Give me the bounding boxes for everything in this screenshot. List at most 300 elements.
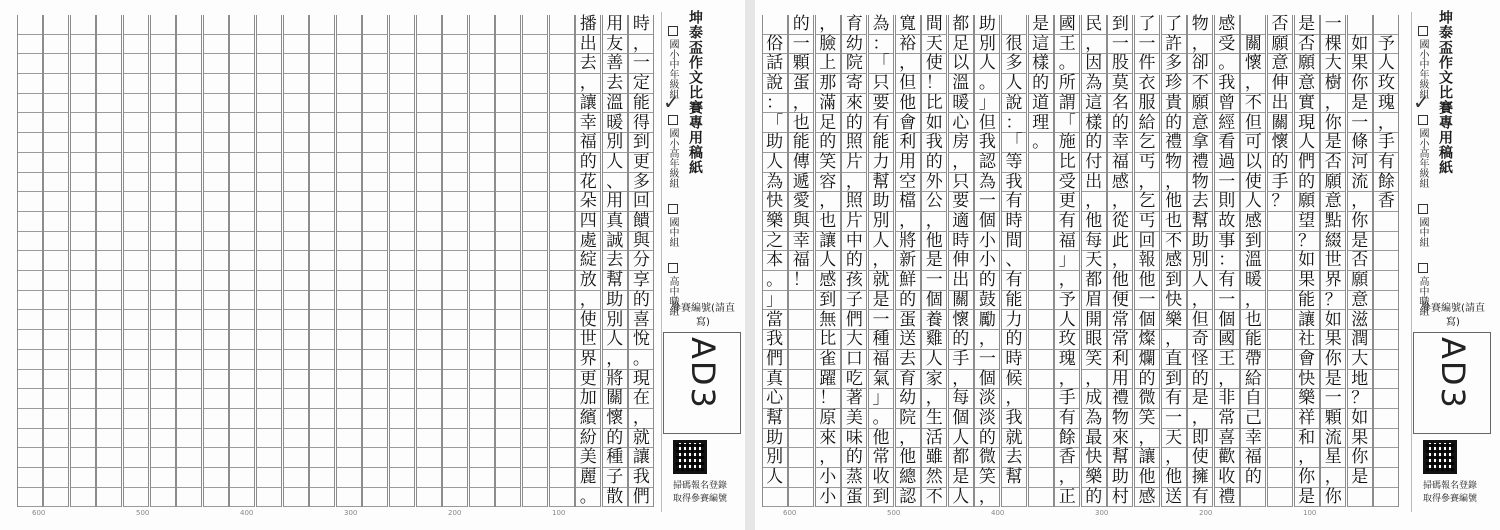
character-cell (523, 114, 547, 134)
character-cell (204, 232, 228, 252)
character-cell (1268, 251, 1292, 271)
character-cell: 就 (629, 429, 653, 449)
character-cell (789, 409, 813, 429)
character-cell (284, 114, 308, 134)
scale-label: 600 (32, 509, 46, 517)
character-cell: 每 (1082, 232, 1106, 252)
character-cell (204, 251, 228, 271)
character-cell: 說 (1002, 94, 1026, 114)
character-cell: 個 (1215, 311, 1239, 331)
character-cell (523, 232, 547, 252)
character-cell: 名 (1108, 94, 1132, 114)
writing-column (256, 15, 282, 507)
character-cell: ？ (1348, 389, 1372, 409)
character-cell: 爛 (1135, 350, 1159, 370)
character-cell: 一 (1162, 409, 1186, 429)
character-cell (97, 54, 121, 74)
character-cell: 現 (1295, 114, 1319, 134)
character-cell: 施 (1055, 133, 1079, 153)
character-cell (443, 291, 467, 311)
character-cell: 。 (629, 350, 653, 370)
category-item[interactable]: 高中職組 (1415, 263, 1430, 316)
character-cell: 一 (1215, 173, 1239, 193)
character-cell (417, 133, 441, 153)
character-cell (230, 429, 254, 449)
character-cell: 樂 (1162, 311, 1186, 331)
character-cell (1374, 212, 1398, 232)
character-cell: 為 (869, 15, 893, 35)
character-cell (470, 271, 494, 291)
character-cell (151, 94, 175, 114)
character-cell: 滋 (1348, 311, 1372, 331)
character-cell: 事 (1215, 232, 1239, 252)
character-cell: 一 (975, 350, 999, 370)
scale-label: 600 (783, 509, 797, 517)
category-item[interactable]: 國小高年級組 (665, 115, 680, 188)
category-item[interactable]: 國小中年級組 (1415, 26, 1430, 99)
character-cell (550, 409, 574, 429)
character-cell (363, 271, 387, 291)
character-cell: 的 (922, 153, 946, 173)
character-cell (470, 192, 494, 212)
character-cell (44, 192, 68, 212)
character-cell: ， (576, 74, 600, 94)
character-cell (71, 192, 95, 212)
character-cell (417, 468, 441, 488)
character-cell (124, 114, 148, 134)
character-cell (204, 35, 228, 55)
character-cell (151, 114, 175, 134)
character-cell: 珍 (1162, 74, 1186, 94)
character-cell (257, 74, 281, 94)
character-cell (97, 311, 121, 331)
writing-column (921, 15, 947, 507)
character-cell (124, 488, 148, 508)
character-cell (337, 488, 361, 508)
character-cell: 播 (576, 15, 600, 35)
character-cell: 棵 (1321, 35, 1345, 55)
character-cell (97, 330, 121, 350)
character-cell (204, 153, 228, 173)
character-cell: 適 (949, 212, 973, 232)
character-cell (151, 330, 175, 350)
character-cell: ： (1002, 114, 1026, 134)
character-cell (390, 350, 414, 370)
character-cell: 條 (1348, 133, 1372, 153)
character-cell (523, 271, 547, 291)
character-cell (417, 370, 441, 390)
character-cell: 祥 (1295, 409, 1319, 429)
character-cell: ， (1055, 468, 1079, 488)
writing-column (1107, 15, 1133, 507)
checkbox-icon (668, 204, 678, 214)
character-cell (71, 429, 95, 449)
character-cell (310, 94, 334, 114)
character-cell: ， (1082, 370, 1106, 390)
character-cell (1029, 330, 1053, 350)
character-cell: 到 (1241, 232, 1265, 252)
character-cell: 以 (949, 54, 973, 74)
character-cell: 利 (1108, 350, 1132, 370)
left-sidebar (655, 0, 745, 530)
character-cell: 他 (1135, 468, 1159, 488)
character-cell: 淡 (975, 409, 999, 429)
character-cell (1029, 409, 1053, 429)
character-cell (97, 271, 121, 291)
character-cell: 用 (603, 15, 627, 35)
character-cell (230, 232, 254, 252)
character-cell (177, 251, 201, 271)
character-cell (1374, 389, 1398, 409)
character-cell: ？ (1321, 291, 1345, 311)
character-cell: 有 (1188, 488, 1212, 508)
character-cell (71, 389, 95, 409)
sheet-title: 坤泰盃作文比賽專用稿紙 (687, 10, 703, 175)
character-cell (390, 74, 414, 94)
character-cell (124, 409, 148, 429)
character-cell: 是 (922, 251, 946, 271)
character-cell (151, 311, 175, 331)
character-cell: 那 (816, 74, 840, 94)
entry-number-box[interactable] (1413, 332, 1491, 434)
character-cell: 顆 (1321, 409, 1345, 429)
character-cell: 常 (1108, 330, 1132, 350)
character-cell (71, 488, 95, 508)
entry-number-box[interactable] (663, 332, 741, 434)
character-cell (470, 448, 494, 468)
character-cell (470, 488, 494, 508)
category-item[interactable]: 國小中年級組 (665, 26, 680, 99)
character-cell (523, 350, 547, 370)
character-cell (310, 153, 334, 173)
character-cell (550, 94, 574, 114)
character-cell (97, 350, 121, 370)
category-item[interactable]: 國中組 (665, 204, 680, 247)
character-cell: 溫 (1241, 251, 1265, 271)
character-cell (257, 488, 281, 508)
character-cell: 比 (816, 330, 840, 350)
character-cell: 否 (1348, 251, 1372, 271)
character-cell: 心 (763, 389, 787, 409)
character-cell: 理 (1029, 114, 1053, 134)
character-cell: 因 (1082, 54, 1106, 74)
character-cell (390, 468, 414, 488)
character-cell: 躍 (816, 370, 840, 390)
character-cell: 笑 (975, 468, 999, 488)
character-cell (523, 212, 547, 232)
character-cell (1268, 212, 1292, 232)
category-item[interactable]: 國中組 (1415, 204, 1430, 247)
character-cell: 暖 (603, 114, 627, 134)
character-cell (177, 468, 201, 488)
character-cell (496, 94, 520, 114)
character-cell (390, 291, 414, 311)
character-cell: 空 (896, 173, 920, 193)
character-cell: 界 (1321, 271, 1345, 291)
character-cell: 曾 (1215, 94, 1239, 114)
character-cell: 幼 (842, 35, 866, 55)
character-cell: ， (922, 389, 946, 409)
character-cell: 鮮 (896, 271, 920, 291)
character-cell (177, 114, 201, 134)
character-cell (390, 192, 414, 212)
character-cell (363, 94, 387, 114)
character-cell (177, 291, 201, 311)
character-cell (1002, 15, 1026, 35)
character-cell: 有 (1002, 192, 1026, 212)
character-cell (71, 15, 95, 35)
character-cell: 有 (1374, 153, 1398, 173)
character-cell: 即 (1188, 429, 1212, 449)
character-cell (337, 192, 361, 212)
character-cell: 。 (1215, 54, 1239, 74)
qr-code-icon[interactable] (1423, 440, 1457, 474)
character-cell (1029, 350, 1053, 370)
character-cell (337, 429, 361, 449)
character-cell (71, 133, 95, 153)
character-cell: 利 (896, 133, 920, 153)
character-cell: 得 (629, 114, 653, 134)
character-cell: 香 (1055, 448, 1079, 468)
character-cell (550, 114, 574, 134)
character-cell: ， (1295, 448, 1319, 468)
character-cell: 禮 (1215, 488, 1239, 508)
sheet-title: 坤泰盃作文比賽專用稿紙 (1437, 10, 1453, 175)
character-cell: 成 (1082, 389, 1106, 409)
character-cell (177, 448, 201, 468)
character-cell: ， (842, 173, 866, 193)
character-cell: 和 (1295, 429, 1319, 449)
character-cell: 蛋 (789, 74, 813, 94)
character-cell (284, 212, 308, 232)
character-cell (18, 468, 42, 488)
character-cell (789, 488, 813, 508)
character-cell (71, 330, 95, 350)
character-cell (18, 74, 42, 94)
character-cell (496, 251, 520, 271)
character-cell (337, 35, 361, 55)
character-cell: 個 (975, 370, 999, 390)
character-cell (470, 291, 494, 311)
character-cell: 帶 (1241, 350, 1265, 370)
character-cell: 很 (1002, 35, 1026, 55)
character-cell: 多 (629, 173, 653, 193)
writing-column (442, 15, 468, 507)
character-cell: 的 (1188, 370, 1212, 390)
character-cell: 個 (1135, 311, 1159, 331)
character-cell (417, 429, 441, 449)
character-cell: 直 (1162, 350, 1186, 370)
character-cell (44, 291, 68, 311)
character-cell (417, 192, 441, 212)
character-cell: 友 (603, 35, 627, 55)
character-cell (390, 173, 414, 193)
character-cell (44, 153, 68, 173)
character-cell: 奇 (1188, 330, 1212, 350)
character-cell: 要 (869, 94, 893, 114)
character-cell: 喜 (629, 311, 653, 331)
character-cell: 喜 (1215, 429, 1239, 449)
character-cell (443, 311, 467, 331)
character-cell: 多 (1002, 54, 1026, 74)
character-cell (550, 370, 574, 390)
character-cell: 「 (1055, 114, 1079, 134)
character-cell (177, 389, 201, 409)
qr-code-icon[interactable] (673, 440, 707, 474)
character-cell (523, 389, 547, 409)
character-cell: 人 (603, 330, 627, 350)
character-cell: 如 (1348, 35, 1372, 55)
character-cell (257, 468, 281, 488)
character-cell (470, 232, 494, 252)
character-cell (44, 74, 68, 94)
character-cell (204, 429, 228, 449)
writing-column (522, 15, 548, 507)
character-cell (470, 389, 494, 409)
character-cell (496, 448, 520, 468)
character-cell: 福 (576, 133, 600, 153)
character-cell: 力 (869, 153, 893, 173)
character-cell: 了 (1135, 15, 1159, 35)
character-cell: ？ (1268, 192, 1292, 212)
character-cell: ， (1082, 35, 1106, 55)
character-cell (151, 350, 175, 370)
character-cell: 臉 (816, 35, 840, 55)
character-cell: 幸 (789, 232, 813, 252)
character-cell: 讓 (1295, 311, 1319, 331)
character-cell (1029, 370, 1053, 390)
character-cell: 他 (1082, 212, 1106, 232)
character-cell: 也 (1162, 212, 1186, 232)
character-cell (284, 409, 308, 429)
character-cell: 不 (1162, 232, 1186, 252)
character-cell: 別 (763, 448, 787, 468)
character-cell (257, 330, 281, 350)
character-cell: 拿 (1188, 133, 1212, 153)
character-cell: 顆 (789, 54, 813, 74)
character-cell (18, 389, 42, 409)
character-cell: 意 (1188, 114, 1212, 134)
character-cell (496, 488, 520, 508)
character-cell: 一 (1348, 114, 1372, 134)
character-cell: 可 (1241, 133, 1265, 153)
character-cell (204, 311, 228, 331)
character-cell: 世 (1321, 251, 1345, 271)
character-cell (310, 448, 334, 468)
character-cell: 物 (1188, 15, 1212, 35)
character-cell (550, 192, 574, 212)
character-cell: ， (1188, 409, 1212, 429)
writing-column (389, 15, 415, 507)
character-cell (417, 74, 441, 94)
character-cell: 助 (869, 192, 893, 212)
writing-column (336, 15, 362, 507)
character-cell: 」 (869, 389, 893, 409)
character-cell: 時 (629, 15, 653, 35)
character-cell: 不 (1188, 74, 1212, 94)
category-item[interactable]: 高中職組 (665, 263, 680, 316)
character-cell (71, 35, 95, 55)
character-cell: 個 (949, 409, 973, 429)
character-cell: 眼 (1082, 330, 1106, 350)
character-cell (284, 429, 308, 449)
character-cell (257, 153, 281, 173)
character-cell: 的 (896, 291, 920, 311)
character-cell (1374, 15, 1398, 35)
character-cell: 間 (1002, 232, 1026, 252)
character-cell: 擁 (1188, 468, 1212, 488)
character-cell: 氣 (869, 370, 893, 390)
character-cell: 」 (1055, 251, 1079, 271)
writing-column (1028, 15, 1054, 507)
character-cell: ， (922, 212, 946, 232)
character-cell (230, 251, 254, 271)
character-cell: 有 (1162, 389, 1186, 409)
character-cell: 享 (629, 271, 653, 291)
character-cell (470, 114, 494, 134)
character-cell: 願 (1295, 54, 1319, 74)
character-cell (18, 370, 42, 390)
character-cell: ， (949, 370, 973, 390)
character-cell: 」 (763, 291, 787, 311)
character-cell: 丐 (1135, 153, 1159, 173)
character-cell (789, 370, 813, 390)
character-cell (204, 370, 228, 390)
character-cell: 如 (1295, 251, 1319, 271)
category-item[interactable]: 國小高年級組 (1415, 115, 1430, 188)
character-cell (443, 133, 467, 153)
character-cell (257, 350, 281, 370)
character-cell (1374, 429, 1398, 449)
character-cell: ， (975, 488, 999, 508)
character-cell (230, 35, 254, 55)
character-cell: 裕 (896, 35, 920, 55)
character-cell (124, 311, 148, 331)
character-cell (1268, 291, 1292, 311)
character-cell (789, 330, 813, 350)
character-cell (443, 350, 467, 370)
writing-column (1187, 15, 1213, 507)
category-list (1415, 26, 1433, 332)
character-cell (71, 271, 95, 291)
character-cell: ： (763, 94, 787, 114)
character-cell: 禮 (1188, 153, 1212, 173)
character-cell: 謂 (1055, 94, 1079, 114)
character-cell: 不 (922, 488, 946, 508)
character-cell (257, 114, 281, 134)
character-cell: 能 (869, 133, 893, 153)
character-cell: 使 (576, 311, 600, 331)
character-cell (496, 389, 520, 409)
character-cell: ， (1348, 192, 1372, 212)
character-cell (284, 291, 308, 311)
character-cell: 容 (816, 173, 840, 193)
character-cell (523, 429, 547, 449)
character-cell: 讓 (1135, 448, 1159, 468)
character-cell (390, 389, 414, 409)
character-cell (1268, 409, 1292, 429)
writing-column (575, 15, 601, 507)
character-cell: 。 (576, 488, 600, 508)
character-cell (151, 291, 175, 311)
character-cell (230, 468, 254, 488)
character-cell: 蛋 (896, 311, 920, 331)
character-cell (177, 153, 201, 173)
character-cell (18, 330, 42, 350)
character-cell: 物 (1108, 409, 1132, 429)
character-cell: 真 (763, 370, 787, 390)
character-cell (151, 488, 175, 508)
